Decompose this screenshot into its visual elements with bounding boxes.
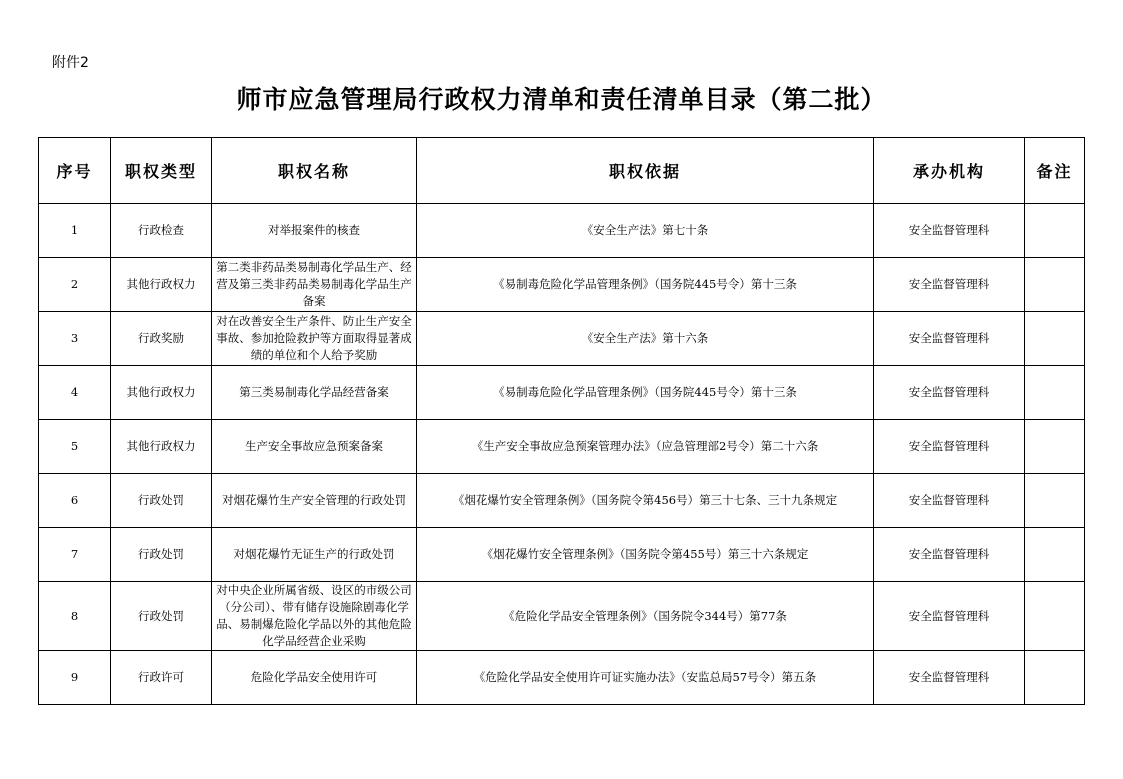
cell-basis: 《生产安全事故应急预案管理办法》（应急管理部2号令）第二十六条 <box>417 420 874 474</box>
cell-type: 其他行政权力 <box>111 258 212 312</box>
cell-name: 对烟花爆竹生产安全管理的行政处罚 <box>212 474 417 528</box>
cell-agency: 安全监督管理科 <box>874 420 1025 474</box>
header-type: 职权类型 <box>111 138 212 204</box>
cell-note <box>1025 204 1085 258</box>
table-row <box>39 651 1085 705</box>
cell-name: 第三类易制毒化学品经营备案 <box>212 366 417 420</box>
cell-type: 行政处罚 <box>111 474 212 528</box>
cell-agency: 安全监督管理科 <box>874 651 1025 705</box>
cell-note <box>1025 258 1085 312</box>
cell-name: 危险化学品安全使用许可 <box>212 651 417 705</box>
cell-no: 6 <box>39 474 111 528</box>
table-row <box>39 474 1085 528</box>
cell-agency: 安全监督管理科 <box>874 258 1025 312</box>
table-row <box>39 420 1085 474</box>
power-list-table <box>38 137 1085 705</box>
cell-type: 行政处罚 <box>111 582 212 651</box>
cell-no: 7 <box>39 528 111 582</box>
cell-basis: 《安全生产法》第七十条 <box>417 204 874 258</box>
cell-name: 对中央企业所属省级、设区的市级公司（分公司）、带有储存设施除剧毒化学品、易制爆危险化学品以外的其他危险化学品经营企业采购 <box>212 582 417 651</box>
header-basis: 职权依据 <box>417 138 874 204</box>
cell-note <box>1025 366 1085 420</box>
cell-note <box>1025 651 1085 705</box>
cell-no: 2 <box>39 258 111 312</box>
table-header-row <box>39 138 1085 204</box>
cell-name: 对烟花爆竹无证生产的行政处罚 <box>212 528 417 582</box>
cell-agency: 安全监督管理科 <box>874 204 1025 258</box>
cell-note <box>1025 582 1085 651</box>
cell-note <box>1025 474 1085 528</box>
header-no: 序号 <box>39 138 111 204</box>
page-title: 师市应急管理局行政权力清单和责任清单目录（第二批） <box>236 85 887 114</box>
cell-note <box>1025 420 1085 474</box>
cell-agency: 安全监督管理科 <box>874 528 1025 582</box>
table-row <box>39 528 1085 582</box>
cell-no: 1 <box>39 204 111 258</box>
cell-note <box>1025 312 1085 366</box>
cell-agency: 安全监督管理科 <box>874 366 1025 420</box>
cell-note <box>1025 528 1085 582</box>
cell-type: 其他行政权力 <box>111 420 212 474</box>
cell-no: 5 <box>39 420 111 474</box>
cell-type: 行政检查 <box>111 204 212 258</box>
table-row <box>39 204 1085 258</box>
cell-basis: 《烟花爆竹安全管理条例》（国务院令第456号）第三十七条、三十九条规定 <box>417 474 874 528</box>
cell-basis: 《危险化学品安全使用许可证实施办法》（安监总局57号令）第五条 <box>417 651 874 705</box>
table-row <box>39 582 1085 651</box>
cell-agency: 安全监督管理科 <box>874 582 1025 651</box>
cell-basis: 《烟花爆竹安全管理条例》（国务院令第455号）第三十六条规定 <box>417 528 874 582</box>
cell-name: 对在改善安全生产条件、防止生产安全事故、参加抢险救护等方面取得显著成绩的单位和个人给予奖励 <box>212 312 417 366</box>
header-agency: 承办机构 <box>874 138 1025 204</box>
header-name: 职权名称 <box>212 138 417 204</box>
cell-type: 行政许可 <box>111 651 212 705</box>
cell-name: 生产安全事故应急预案备案 <box>212 420 417 474</box>
cell-basis: 《安全生产法》第十六条 <box>417 312 874 366</box>
cell-type: 其他行政权力 <box>111 366 212 420</box>
cell-name: 第二类非药品类易制毒化学品生产、经营及第三类非药品类易制毒化学品生产备案 <box>212 258 417 312</box>
cell-no: 8 <box>39 582 111 651</box>
attachment-label: 附件2 <box>52 55 89 71</box>
table-row <box>39 258 1085 312</box>
cell-basis: 《易制毒危险化学品管理条例》（国务院445号令）第十三条 <box>417 258 874 312</box>
cell-type: 行政奖励 <box>111 312 212 366</box>
cell-name: 对举报案件的核查 <box>212 204 417 258</box>
cell-no: 9 <box>39 651 111 705</box>
header-note: 备注 <box>1025 138 1085 204</box>
cell-type: 行政处罚 <box>111 528 212 582</box>
table-row <box>39 366 1085 420</box>
cell-basis: 《危险化学品安全管理条例》（国务院令344号）第77条 <box>417 582 874 651</box>
cell-basis: 《易制毒危险化学品管理条例》（国务院445号令）第十三条 <box>417 366 874 420</box>
table-row <box>39 312 1085 366</box>
cell-agency: 安全监督管理科 <box>874 312 1025 366</box>
cell-no: 4 <box>39 366 111 420</box>
cell-agency: 安全监督管理科 <box>874 474 1025 528</box>
cell-no: 3 <box>39 312 111 366</box>
